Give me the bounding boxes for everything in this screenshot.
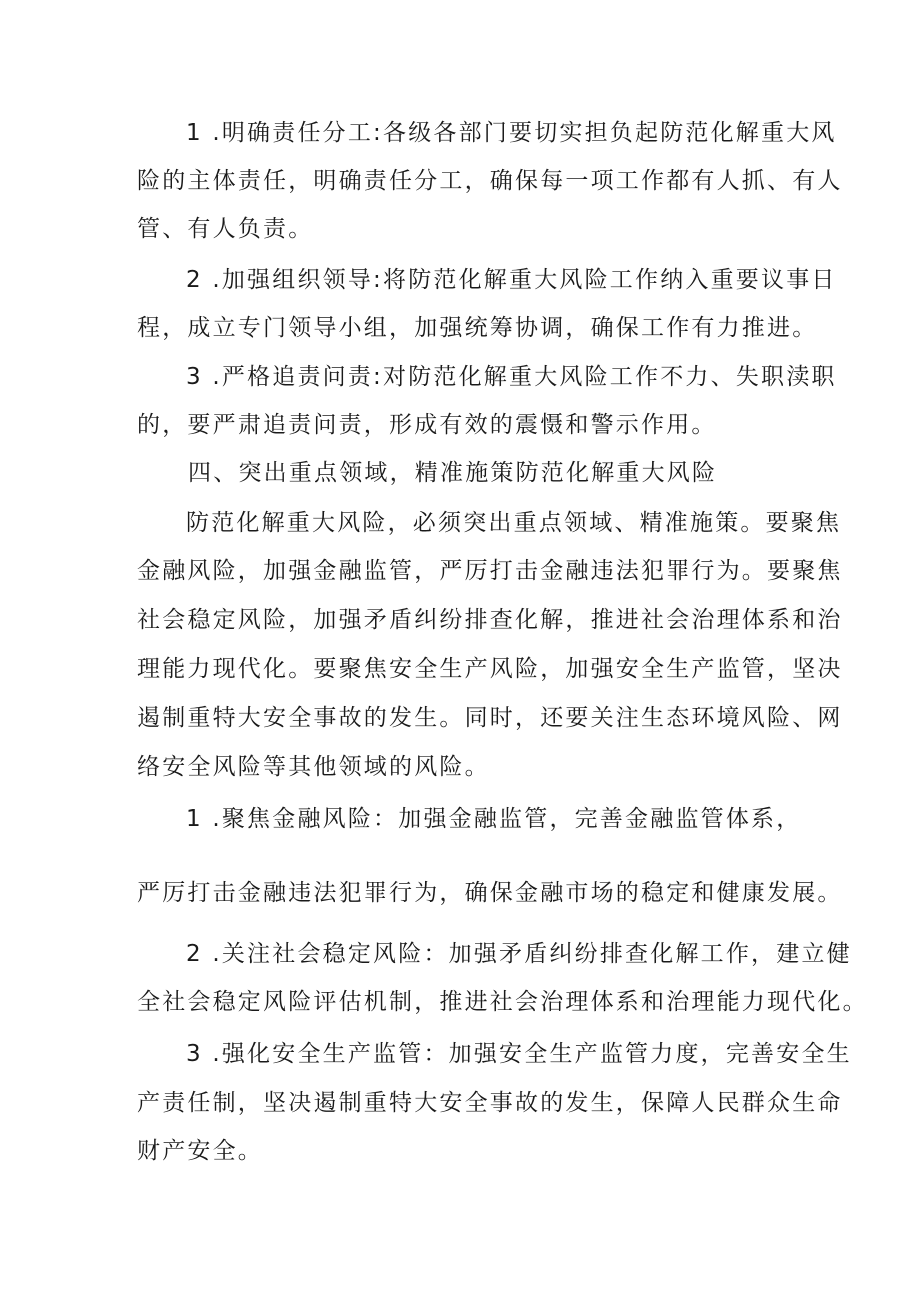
text-line: 社会稳定风险，加强矛盾纠纷排查化解，推进社会治理体系和治 (137, 607, 843, 633)
text-line: 理能力现代化。要聚焦安全生产风险，加强安全生产监管，坚决 (137, 656, 843, 682)
text-line: 产责任制，坚决遏制重特大安全事故的发生，保障人民群众生命 (137, 1090, 843, 1116)
heading-text: 四、突出重点领域，精准施策防范化解重大风险 (188, 460, 718, 486)
text-line: 1 .聚焦金融风险：加强金融监管，完善金融监管体系， (186, 806, 802, 832)
text-line: 络安全风险等其他领域的风险。 (137, 754, 490, 780)
text-line: 险的主体责任，明确责任分工，确保每一项工作都有人抓、有人 (137, 168, 843, 194)
text-line: 程，成立专门领导小组，加强统筹协调，确保工作有力推进。 (137, 315, 818, 341)
text-line: 全社会稳定风险评估机制，推进社会治理体系和治理能力现代化。 (137, 989, 868, 1015)
text-line: 的，要严肃追责问责，形成有效的震慑和警示作用。 (137, 412, 717, 438)
text-line: 1 .明确责任分工:各级各部门要切实担负起防范化解重大风 (186, 120, 837, 146)
text-line: 金融风险，加强金融监管，严厉打击金融违法犯罪行为。要聚焦 (137, 558, 843, 584)
text-line: 2 .加强组织领导:将防范化解重大风险工作纳入重要议事日 (186, 267, 837, 293)
text-line: 防范化解重大风险，必须突出重点领域、精准施策。要聚焦 (186, 510, 842, 536)
text-line: 遏制重特大安全事故的发生。同时，还要关注生态环境风险、网 (137, 705, 843, 731)
text-line: 3 .严格追责问责:对防范化解重大风险工作不力、失职渎职 (186, 364, 837, 390)
text-line: 严厉打击金融违法犯罪行为，确保金融市场的稳定和健康发展。 (137, 880, 843, 906)
text-line: 财产安全。 (137, 1138, 263, 1164)
text-line: 3 .强化安全生产监管：加强安全生产监管力度，完善安全生 (186, 1041, 852, 1067)
text-line: 2 .关注社会稳定风险：加强矛盾纠纷排查化解工作，建立健 (186, 941, 852, 967)
text-line: 管、有人负责。 (137, 216, 314, 242)
